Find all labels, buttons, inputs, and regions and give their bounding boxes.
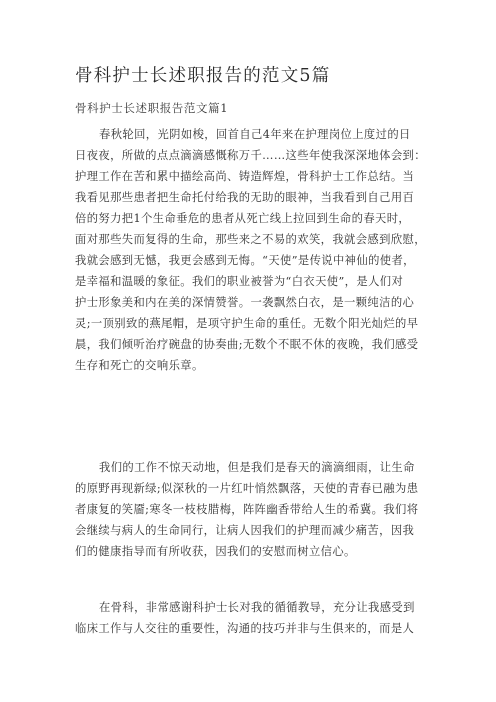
paragraph-line: 日夜夜，所做的点点滴滴感慨称万千……这些年使我深深地体会到：	[75, 149, 426, 162]
paragraph-line: 会继续与病人的生命同行，让病人因我们的护理而减少痛苦，因我	[75, 524, 415, 537]
paragraph-line: 生存和死亡的交响乐章。	[75, 359, 204, 372]
paragraph-line: 面对那些失而复得的生命，那些来之不易的欢笑，我就会感到欣慰，	[75, 233, 426, 246]
paragraph-1	[75, 124, 435, 376]
paragraph-line: 我看见那些患者把生命托付给我的无助的眼神，当我看到自己用百	[75, 191, 415, 204]
document-title: 骨科护士长述职报告的范文5篇	[75, 66, 331, 86]
section-subtitle: 骨科护士长述职报告范文篇1	[75, 101, 229, 115]
paragraph-line: 临床工作与人交往的重要性，沟通的技巧并非与生俱来的，而是人	[75, 622, 415, 635]
paragraph-line: 者康复的笑靥;寒冬一枝枝腊梅，阵阵幽香带给人生的希冀。我们将	[75, 503, 419, 516]
paragraph-line: 的原野再现新绿;似深秋的一片红叶悄然飘落，天使的青春已融为患	[75, 482, 419, 495]
paragraph-3	[75, 597, 435, 639]
paragraph-line: 是幸福和温暖的象征。我们的职业被誉为“白衣天使”，是人们对	[75, 275, 404, 288]
paragraph-line: 晨，我们倾听治疗碗盘的协奏曲;无数个不眠不休的夜晚，我们感受	[75, 338, 419, 351]
paragraph-line: 我们的工作不惊天动地，但是我们是春天的滴滴细雨，让生命	[99, 461, 415, 474]
paragraph-line: 护士形象美和内在美的深情赞誉。一袭飘然白衣，是一颗纯洁的心	[75, 296, 415, 309]
paragraph-line: 在骨科，非常感谢科护士长对我的循循教导，充分让我感受到	[99, 601, 415, 614]
paragraph-line: 倍的努力把1个生命垂危的患者从死亡线上拉回到生命的春天时，	[75, 212, 411, 225]
paragraph-line: 灵;一顶别致的燕尾帽，是项守护生命的重任。无数个阳光灿烂的早	[75, 317, 419, 330]
paragraph-line: 我就会感到无憾，我更会感到无悔。“天使”是传说中神仙的使者，	[75, 254, 415, 267]
paragraph-line: 们的健康指导而有所收获，因我们的安慰而树立信心。	[75, 545, 356, 558]
paragraph-line: 春秋轮回，光阴如梭，回首自己4年来在护理岗位上度过的日	[99, 128, 411, 141]
paragraph-line: 护理工作在苦和累中描绘高尚、铸造辉煌，骨科护士工作总结。当	[75, 170, 415, 183]
paragraph-2	[75, 457, 435, 562]
